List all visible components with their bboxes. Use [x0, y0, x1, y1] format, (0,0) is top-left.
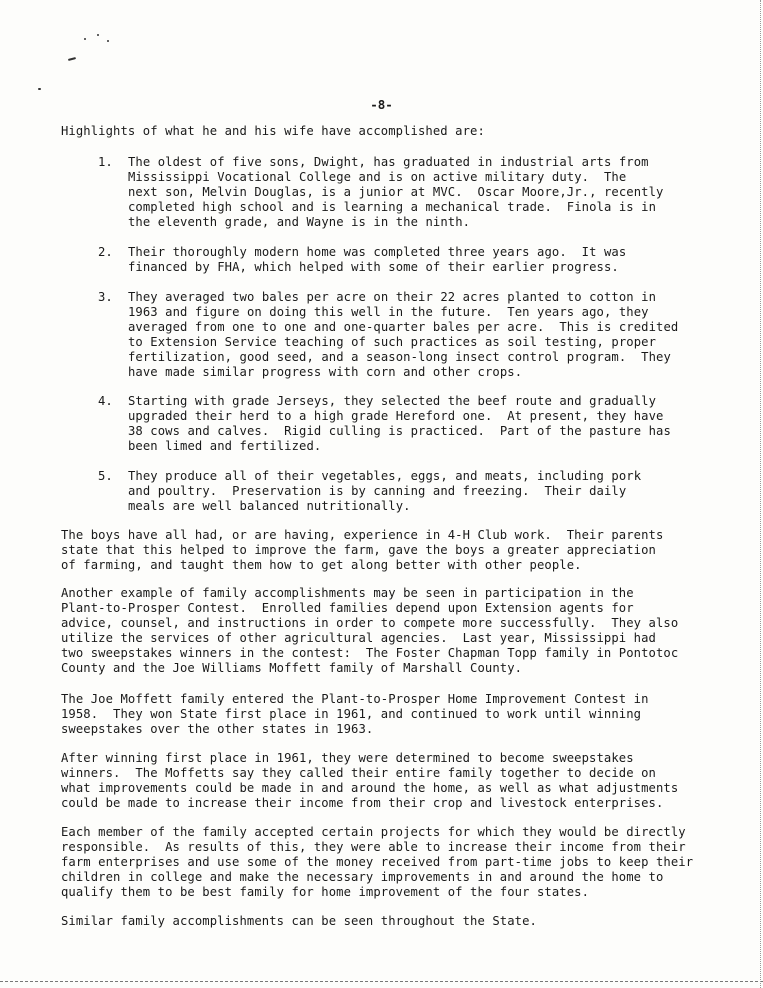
paragraph-line: The boys have all had, or are having, experience in 4-H Club work. Their parents — [61, 528, 664, 542]
list-item-line: next son, Melvin Douglas, is a junior at MVC. Oscar Moore,Jr., recently — [128, 185, 664, 199]
list-item-line: 1963 and figure on doing this well in the future. Ten years ago, they — [128, 305, 649, 319]
paragraph-line: The Joe Moffett family entered the Plant-to-Prosper Home Improvement Contest in — [61, 692, 649, 706]
intro-text: Highlights of what he and his wife have accomplished are: — [61, 124, 485, 138]
page-number: -8- — [370, 97, 393, 112]
paragraph-line: of farming, and taught them how to get along better with other people. — [61, 558, 582, 572]
list-item-line: fertilization, good seed, and a season-long insect control program. They — [128, 350, 671, 364]
paragraph-line: state that this helped to improve the farm, gave the boys a greater appreciation — [61, 543, 656, 557]
paragraph-line: sweepstakes over the other states in 1963. — [61, 722, 374, 736]
scan-speck — [84, 38, 86, 40]
list-item-line: the eleventh grade, and Wayne is in the ninth. — [128, 215, 471, 229]
list-item-line: have made similar progress with corn and other crops. — [128, 365, 523, 379]
paragraph-line: could be made to increase their income from their crop and livestock enterprises. — [61, 796, 664, 810]
list-item-line: Mississippi Vocational College and is on active military duty. The — [128, 170, 627, 184]
page-bottom-edge — [0, 981, 763, 982]
scan-speck — [97, 34, 99, 36]
paragraph-line: County and the Joe Williams Moffett family of Marshall County. — [61, 661, 523, 675]
scan-speck — [107, 40, 109, 42]
paragraph-line: utilize the services of other agricultural agencies. Last year, Mississippi had — [61, 631, 656, 645]
list-item-line: The oldest of five sons, Dwight, has graduated in industrial arts from — [128, 155, 649, 169]
paragraph-line: Similar family accomplishments can be seen throughout the State. — [61, 914, 537, 928]
list-item-line: financed by FHA, which helped with some of their earlier progress. — [128, 260, 619, 274]
paragraph-line: farm enterprises and use some of the money received from part-time jobs to keep their — [61, 855, 694, 869]
paragraph-line: advice, counsel, and instructions in order to compete more successfully. They also — [61, 616, 679, 630]
list-item-line: been limed and fertilized. — [128, 439, 322, 453]
scan-speck — [38, 88, 41, 90]
paragraph-line: After winning first place in 1961, they were determined to become sweepstakes — [61, 751, 634, 765]
paragraph-line: two sweepstakes winners in the contest: The Foster Chapman Topp family in Pontotoc — [61, 646, 679, 660]
list-item-line: upgraded their herd to a high grade Hereford one. At present, they have — [128, 409, 664, 423]
paragraph-line: what improvements could be made in and around the home, as well as what adjustments — [61, 781, 679, 795]
paragraph-line: qualify them to be best family for home improvement of the four states. — [61, 885, 590, 899]
list-item-line: meals are well balanced nutritionally. — [128, 499, 411, 513]
paragraph-line: children in college and make the necessary improvements in and around the home to — [61, 870, 664, 884]
list-item-line: completed high school and is learning a mechanical trade. Finola is in — [128, 200, 657, 214]
list-item-line: 38 cows and calves. Rigid culling is practiced. Part of the pasture has — [128, 424, 671, 438]
paragraph-line: Another example of family accomplishments may be seen in participation in the — [61, 586, 634, 600]
paragraph-line: Plant-to-Prosper Contest. Enrolled families depend upon Extension agents for — [61, 601, 634, 615]
list-item-line: Their thoroughly modern home was completed three years ago. It was — [128, 245, 627, 259]
list-item-line: They averaged two bales per acre on their 22 acres planted to cotton in — [128, 290, 657, 304]
list-item-line: They produce all of their vegetables, eggs, and meats, including pork — [128, 469, 642, 483]
list-item-number: 3. — [98, 290, 113, 304]
list-item-number: 1. — [98, 155, 113, 169]
list-item-number: 4. — [98, 394, 113, 408]
list-item-number: 2. — [98, 245, 113, 259]
list-item-line: and poultry. Preservation is by canning and freezing. Their daily — [128, 484, 627, 498]
paragraph-line: 1958. They won State first place in 1961, and continued to work until winning — [61, 707, 642, 721]
scan-speck — [68, 57, 76, 61]
list-item-line: averaged from one to one and one-quarter bales per acre. This is credited — [128, 320, 679, 334]
list-item-number: 5. — [98, 469, 113, 483]
paragraph-line: winners. The Moffetts say they called their entire family together to decide on — [61, 766, 656, 780]
page-right-edge — [760, 0, 761, 988]
paragraph-line: responsible. As results of this, they were able to increase their income from their — [61, 840, 686, 854]
list-item-line: Starting with grade Jerseys, they selected the beef route and gradually — [128, 394, 657, 408]
list-item-line: to Extension Service teaching of such practices as soil testing, proper — [128, 335, 657, 349]
paragraph-line: Each member of the family accepted certain projects for which they would be directly — [61, 825, 686, 839]
